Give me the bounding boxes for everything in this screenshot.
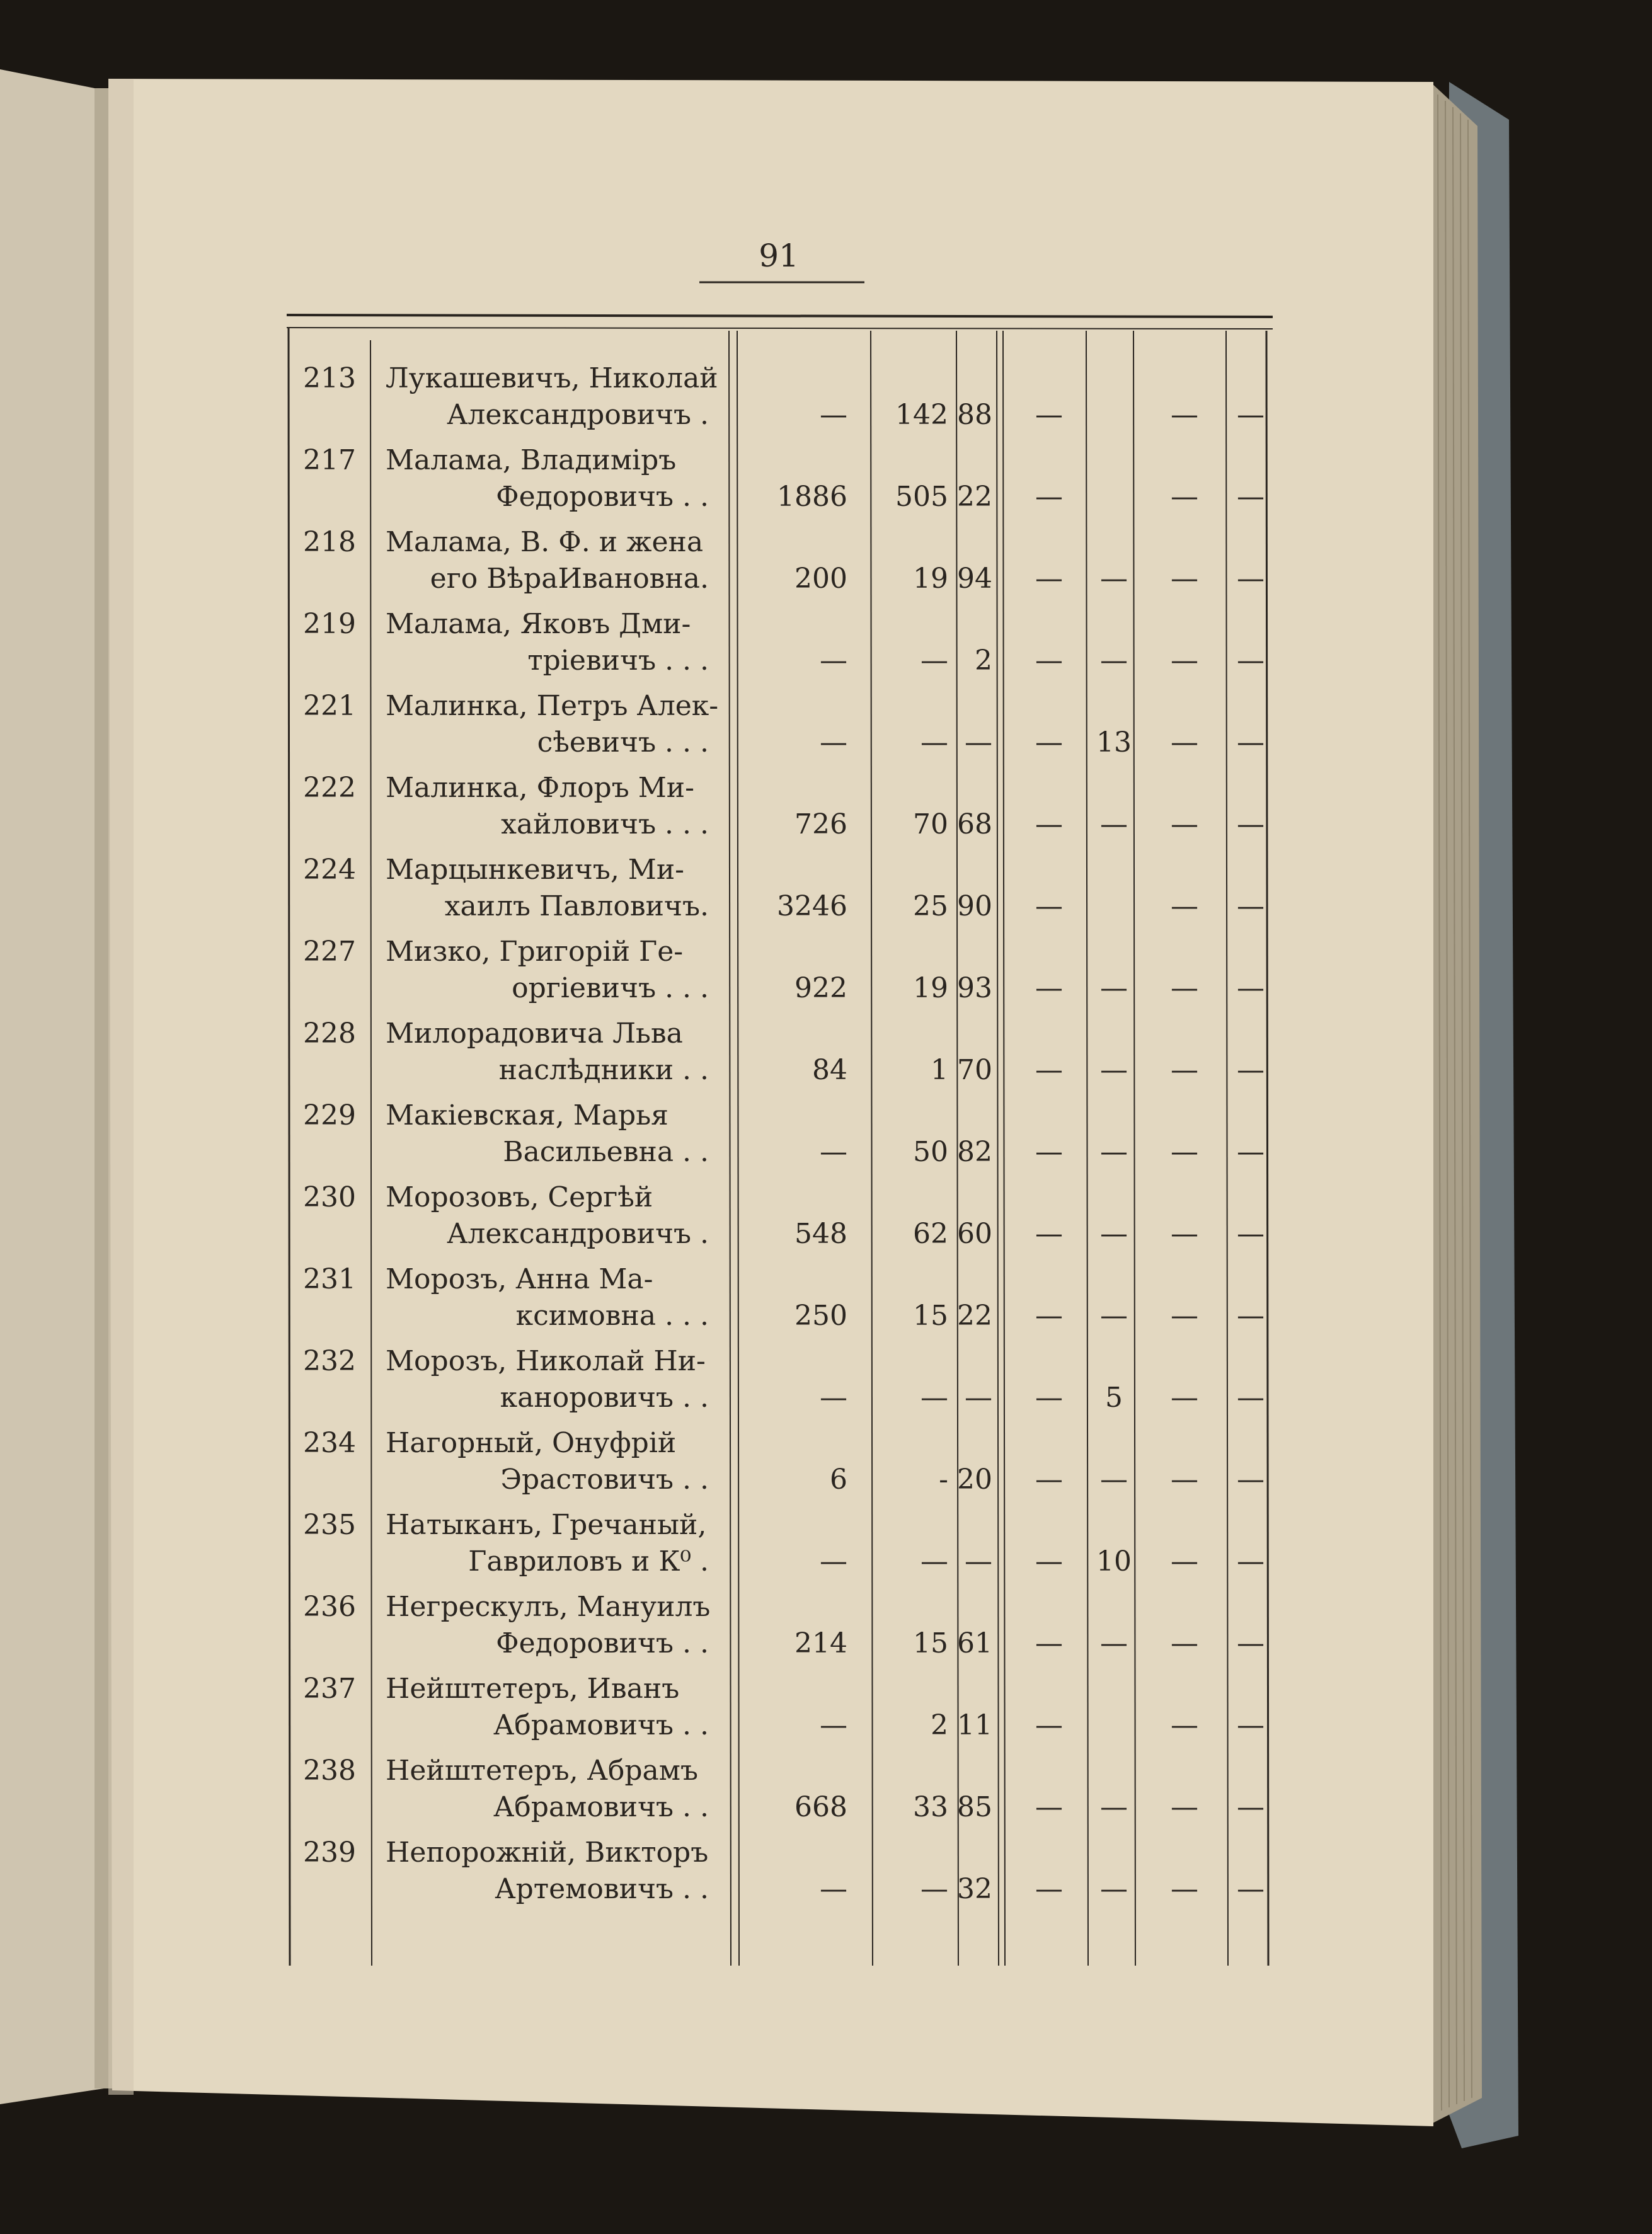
cell-col-7: — xyxy=(1237,1300,1265,1332)
cell-col-2: 1 xyxy=(931,1054,948,1086)
row-number: 231 xyxy=(303,1263,356,1295)
cell-col-6: — xyxy=(1171,399,1198,431)
cell-col-5: — xyxy=(1100,1873,1128,1905)
cell-col-5: — xyxy=(1100,1136,1128,1168)
cell-col-6: — xyxy=(1171,644,1198,677)
cell-col-3: — xyxy=(965,1382,992,1414)
owner-name-line-1: Малама, В. Ф. и жена xyxy=(386,526,704,558)
owner-name-line-2: оргіевичъ . . . xyxy=(512,972,709,1004)
cell-col-3: 68 xyxy=(957,808,992,840)
cell-col-6: — xyxy=(1171,1054,1198,1086)
cell-col-3: 90 xyxy=(957,890,992,922)
cell-col-1: 668 xyxy=(794,1791,847,1823)
cell-col-6: — xyxy=(1171,481,1198,513)
cell-col-3: 60 xyxy=(957,1218,992,1250)
cell-col-1: 548 xyxy=(794,1218,847,1250)
cell-col-1: — xyxy=(820,399,847,431)
owner-name-line-2: Александровичъ . xyxy=(447,1218,709,1250)
row-number: 232 xyxy=(303,1345,356,1377)
cell-col-1: — xyxy=(820,1545,847,1578)
cell-col-1: 922 xyxy=(794,972,847,1004)
cell-col-4: — xyxy=(1035,1873,1063,1905)
cell-col-4: — xyxy=(1035,399,1063,431)
cell-col-6: — xyxy=(1171,1791,1198,1823)
cell-col-4: — xyxy=(1035,1382,1063,1414)
table-row xyxy=(303,936,1265,1004)
cell-col-2: 33 xyxy=(913,1791,948,1823)
cell-col-2: 142 xyxy=(895,399,948,431)
owner-name-line-2: ксимовна . . . xyxy=(515,1300,709,1332)
cell-col-2: — xyxy=(921,726,948,759)
cell-col-1: 726 xyxy=(794,808,847,840)
cell-col-2: 50 xyxy=(913,1136,948,1168)
cell-col-7: — xyxy=(1237,726,1265,759)
cell-col-4: — xyxy=(1035,890,1063,922)
row-number: 238 xyxy=(303,1755,356,1787)
cell-col-4: — xyxy=(1035,1545,1063,1578)
cell-col-2: — xyxy=(921,1873,948,1905)
owner-name-line-2: Федоровичъ . . xyxy=(496,481,709,513)
cell-col-4: — xyxy=(1035,726,1063,759)
row-number: 234 xyxy=(303,1427,356,1459)
cell-col-1: 84 xyxy=(812,1054,847,1086)
cell-col-1: 250 xyxy=(794,1300,847,1332)
owner-name-line-2: его ВѣраИвановна. xyxy=(430,563,709,595)
owner-name-line-2: Эрастовичъ . . xyxy=(500,1464,709,1496)
cell-col-3: 22 xyxy=(957,481,992,513)
cell-col-6: — xyxy=(1171,1873,1198,1905)
owner-name-line-1: Натыканъ, Гречаный, xyxy=(386,1509,707,1541)
cell-col-7: — xyxy=(1237,1709,1265,1741)
cell-col-6: — xyxy=(1171,1218,1198,1250)
cell-col-6: — xyxy=(1171,1300,1198,1332)
owner-name-line-1: Макіевская, Марья xyxy=(386,1099,668,1131)
cell-col-1: 214 xyxy=(794,1627,847,1659)
cell-col-3: 88 xyxy=(957,399,992,431)
cell-col-7: — xyxy=(1237,808,1265,840)
cell-col-4: — xyxy=(1035,1218,1063,1250)
cell-col-4: — xyxy=(1035,644,1063,677)
cell-col-7: — xyxy=(1237,1464,1265,1496)
row-number: 217 xyxy=(303,444,356,476)
cell-col-4: — xyxy=(1035,563,1063,595)
owner-name-line-1: Милорадовича Льва xyxy=(386,1017,683,1050)
table-row xyxy=(303,854,1265,922)
table-row xyxy=(303,362,1265,431)
owner-name-line-2: сѣевичъ . . . xyxy=(537,726,709,759)
cell-col-1: — xyxy=(820,644,847,677)
cell-col-2: — xyxy=(921,1545,948,1578)
cell-col-5: — xyxy=(1100,972,1128,1004)
owner-name-line-2: Александровичъ . xyxy=(447,399,709,431)
row-number: 218 xyxy=(303,526,356,558)
cell-col-4: — xyxy=(1035,1054,1063,1086)
cell-col-5: 10 xyxy=(1096,1545,1132,1578)
cell-col-3: 11 xyxy=(957,1709,992,1741)
cell-col-7: — xyxy=(1237,563,1265,595)
cell-col-7: — xyxy=(1237,890,1265,922)
cell-col-6: — xyxy=(1171,972,1198,1004)
table-row xyxy=(303,1427,1265,1496)
cell-col-7: — xyxy=(1237,1218,1265,1250)
cell-col-7: — xyxy=(1237,1545,1265,1578)
cell-col-1: — xyxy=(820,726,847,759)
owner-name-line-2: каноровичъ . . xyxy=(500,1382,709,1414)
row-number: 229 xyxy=(303,1099,356,1131)
owner-name-line-1: Морозъ, Николай Ни- xyxy=(386,1345,706,1377)
cell-col-5: — xyxy=(1100,1627,1128,1659)
row-number: 237 xyxy=(303,1673,356,1705)
row-number: 239 xyxy=(303,1836,356,1869)
owner-name-line-1: Марцынкевичъ, Ми- xyxy=(386,854,685,886)
cell-col-2: 19 xyxy=(913,563,948,595)
cell-col-2: 15 xyxy=(913,1627,948,1659)
table-rows xyxy=(303,362,1265,1905)
owner-name-line-2: Васильевна . . xyxy=(503,1136,709,1168)
cell-col-4: — xyxy=(1035,481,1063,513)
table-row xyxy=(303,1017,1265,1086)
table-row xyxy=(303,1836,1265,1905)
table-row xyxy=(303,690,1265,759)
cell-col-2: 505 xyxy=(895,481,948,513)
cell-col-2: 25 xyxy=(913,890,948,922)
table-row xyxy=(303,1591,1265,1659)
cell-col-3: 2 xyxy=(975,644,992,677)
cell-col-3: 61 xyxy=(957,1627,992,1659)
cell-col-3: 82 xyxy=(957,1136,992,1168)
cell-col-1: 1886 xyxy=(777,481,847,513)
table-row xyxy=(303,1099,1265,1168)
cell-col-7: — xyxy=(1237,1136,1265,1168)
table-row xyxy=(303,1673,1265,1741)
cell-col-3: 85 xyxy=(957,1791,992,1823)
cell-col-3: 94 xyxy=(957,563,992,595)
cell-col-3: 70 xyxy=(957,1054,992,1086)
owner-name-line-2: наслѣдники . . xyxy=(498,1054,709,1086)
owner-name-line-2: Гавриловъ и К⁰ . xyxy=(468,1545,709,1578)
cell-col-2: - xyxy=(939,1464,948,1496)
cell-col-4: — xyxy=(1035,1136,1063,1168)
owner-name-line-1: Морозъ, Анна Ма- xyxy=(386,1263,653,1295)
owner-name-line-1: Малинка, Петръ Алек- xyxy=(386,690,719,722)
owner-name-line-1: Нейштетеръ, Абрамъ xyxy=(386,1755,698,1787)
cell-col-2: — xyxy=(921,644,948,677)
owner-name-line-1: Малама, Владиміръ xyxy=(386,444,677,476)
cell-col-7: — xyxy=(1237,972,1265,1004)
cell-col-5: — xyxy=(1100,1464,1128,1496)
table-row xyxy=(303,1263,1265,1332)
table-row xyxy=(303,772,1265,840)
cell-col-4: — xyxy=(1035,1464,1063,1496)
row-number: 213 xyxy=(303,362,356,394)
cell-col-3: 32 xyxy=(957,1873,992,1905)
cell-col-4: — xyxy=(1035,972,1063,1004)
cell-col-2: 2 xyxy=(931,1709,948,1741)
owner-name-line-2: Абрамовичъ . . xyxy=(493,1709,709,1741)
cell-col-2: — xyxy=(921,1382,948,1414)
cell-col-5: 5 xyxy=(1105,1382,1123,1414)
cell-col-4: — xyxy=(1035,1627,1063,1659)
owner-name-line-1: Малинка, Флоръ Ми- xyxy=(386,772,694,804)
cell-col-6: — xyxy=(1171,563,1198,595)
owner-name-line-2: Абрамовичъ . . xyxy=(493,1791,709,1823)
cell-col-6: — xyxy=(1171,1545,1198,1578)
table-row xyxy=(303,608,1265,677)
cell-col-6: — xyxy=(1171,808,1198,840)
cell-col-6: — xyxy=(1171,1627,1198,1659)
cell-col-1: — xyxy=(820,1136,847,1168)
owner-name-line-1: Мизко, Григорій Ге- xyxy=(386,936,684,968)
row-number: 219 xyxy=(303,608,356,640)
cell-col-7: — xyxy=(1237,1627,1265,1659)
cell-col-3: — xyxy=(965,1545,992,1578)
table-row xyxy=(303,1181,1265,1250)
table-row xyxy=(303,1509,1265,1578)
row-number: 230 xyxy=(303,1181,356,1213)
cell-col-2: 62 xyxy=(913,1218,948,1250)
row-number: 222 xyxy=(303,772,356,804)
cell-col-7: — xyxy=(1237,481,1265,513)
cell-col-1: 6 xyxy=(830,1464,847,1496)
table-row xyxy=(303,526,1265,595)
cell-col-7: — xyxy=(1237,644,1265,677)
cell-col-4: — xyxy=(1035,1791,1063,1823)
cell-col-1: — xyxy=(820,1709,847,1741)
owner-name-line-1: Малама, Яковъ Дми- xyxy=(386,608,691,640)
cell-col-5: — xyxy=(1100,1218,1128,1250)
cell-col-7: — xyxy=(1237,1382,1265,1414)
cell-col-7: — xyxy=(1237,1054,1265,1086)
cell-col-5: — xyxy=(1100,808,1128,840)
cell-col-5: 13 xyxy=(1096,726,1132,759)
row-number: 227 xyxy=(303,936,356,968)
cell-col-1: 200 xyxy=(794,563,847,595)
owner-name-line-2: Федоровичъ . . xyxy=(496,1627,709,1659)
cell-col-6: — xyxy=(1171,726,1198,759)
owner-name-line-1: Непорожній, Викторъ xyxy=(386,1836,709,1869)
cell-col-1: — xyxy=(820,1873,847,1905)
table-row xyxy=(303,1345,1265,1414)
row-number: 224 xyxy=(303,854,356,886)
cell-col-5: — xyxy=(1100,1300,1128,1332)
cell-col-4: — xyxy=(1035,808,1063,840)
cell-col-1: 3246 xyxy=(777,890,847,922)
cell-col-2: 70 xyxy=(913,808,948,840)
owner-name-line-1: Морозовъ, Сергѣй xyxy=(386,1181,653,1213)
row-number: 221 xyxy=(303,690,356,722)
owner-name-line-1: Лукашевичъ, Николай xyxy=(386,362,718,394)
cell-col-3: 20 xyxy=(957,1464,992,1496)
cell-col-5: — xyxy=(1100,644,1128,677)
cell-col-7: — xyxy=(1237,1873,1265,1905)
row-number: 228 xyxy=(303,1017,356,1050)
owner-name-line-2: Артемовичъ . . xyxy=(495,1873,709,1905)
owner-name-line-1: Нагорный, Онуфрій xyxy=(386,1427,677,1459)
cell-col-3: 22 xyxy=(957,1300,992,1332)
cell-col-5: — xyxy=(1100,1791,1128,1823)
cell-col-3: — xyxy=(965,726,992,759)
cell-col-2: 19 xyxy=(913,972,948,1004)
cell-col-6: — xyxy=(1171,1464,1198,1496)
row-number: 236 xyxy=(303,1591,356,1623)
cell-col-4: — xyxy=(1035,1300,1063,1332)
owner-name-line-1: Негрескулъ, Мануилъ xyxy=(386,1591,711,1623)
row-number: 235 xyxy=(303,1509,356,1541)
table-row xyxy=(303,444,1265,513)
owner-name-line-2: хайловичъ . . . xyxy=(501,808,709,840)
cell-col-7: — xyxy=(1237,1791,1265,1823)
cell-col-6: — xyxy=(1171,1709,1198,1741)
cell-col-3: 93 xyxy=(957,972,992,1004)
cell-col-4: — xyxy=(1035,1709,1063,1741)
cell-col-6: — xyxy=(1171,890,1198,922)
cell-col-7: — xyxy=(1237,399,1265,431)
cell-col-5: — xyxy=(1100,1054,1128,1086)
owner-name-line-2: хаилъ Павловичъ. xyxy=(444,890,709,922)
cell-col-5: — xyxy=(1100,563,1128,595)
owner-name-line-2: тріевичъ . . . xyxy=(527,644,709,677)
cell-col-6: — xyxy=(1171,1382,1198,1414)
cell-col-2: 15 xyxy=(913,1300,948,1332)
owner-name-line-1: Нейштетеръ, Иванъ xyxy=(386,1673,680,1705)
cell-col-6: — xyxy=(1171,1136,1198,1168)
page-number: 91 xyxy=(759,238,799,274)
cell-col-1: — xyxy=(820,1382,847,1414)
table-row xyxy=(303,1755,1265,1823)
